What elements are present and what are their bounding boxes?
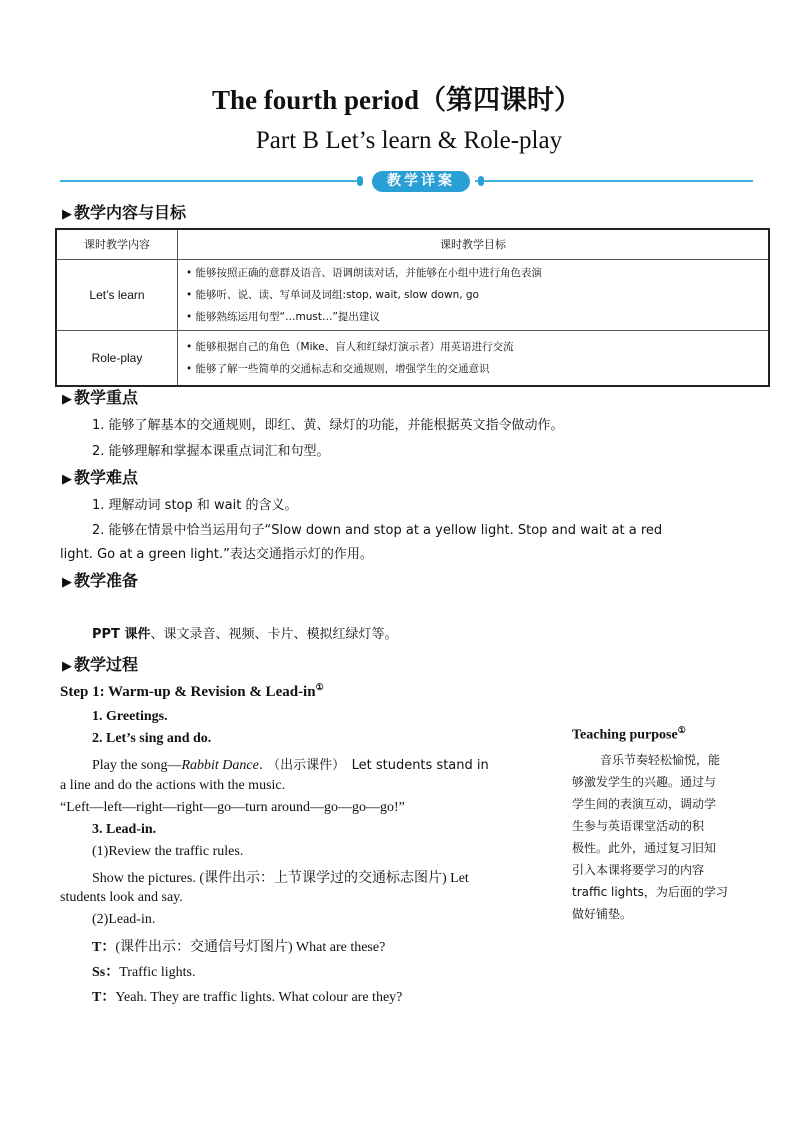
table-header-row [56, 229, 769, 259]
row-content: Let’s learn [56, 259, 178, 330]
banner-right-dot [478, 176, 484, 186]
step-leadin: 3. Lead-in. [92, 822, 157, 837]
page-subtitle: Part B Let’s learn & Role-play [255, 127, 563, 154]
triangle-icon: ▶ [62, 659, 72, 674]
section-key-points: ▶ 教学重点 [62, 388, 139, 407]
sidebar-line: 音乐节奏轻松愉悦，能 [600, 753, 721, 767]
play-line-cont: a line and do the actions with the music. [60, 778, 286, 793]
dialog-line: Ss：Traffic lights. [92, 965, 196, 980]
sidebar-line: 学生间的表演互动，调动学 [572, 797, 717, 811]
sidebar-line: 极性。此外，通过复习旧知 [572, 841, 717, 855]
objectives-table [55, 228, 770, 387]
triangle-icon: ▶ [62, 575, 72, 590]
difficulty-item-cont: light. Go at a green light.”表达交通指示灯的作用。 [60, 547, 373, 562]
difficulty-item: 2. 能够在情景中恰当运用句子“Slow down and stop at a yellow light. Stop and wait at a red [92, 523, 663, 538]
speaker: T： [92, 940, 116, 955]
review-line: (1)Review the traffic rules. [92, 844, 244, 859]
show-line: Show the pictures. (课件出示：上节课学过的交通标志图片) Let [92, 871, 469, 886]
difficulty-item: 1. 理解动词 stop 和 wait 的含义。 [92, 498, 298, 513]
play-line: Play the song—Rabbit Dance. （出示课件） Let students stand in [92, 758, 489, 773]
row-goals [178, 259, 770, 330]
row-content: Role-play [56, 330, 178, 386]
sidebar-title: Teaching purpose① [572, 725, 686, 743]
preparation-bold: PPT 课件 [92, 627, 151, 642]
section-preparation: ▶ 教学准备 [62, 571, 139, 590]
goal-item: • 能够根据自己的角色（Mike、盲人和红绿灯演示者）用英语进行交流 [186, 340, 514, 353]
goal-item: • 能够熟练运用句型“…must…”提出建议 [186, 310, 380, 323]
leadin2-line: (2)Lead-in. [92, 912, 156, 927]
dialog-line: T：(课件出示：交通信号灯图片) What are these? [92, 940, 386, 955]
table-row [56, 259, 769, 330]
sidebar-text [572, 749, 742, 925]
table-header-goals: 课时教学目标 [178, 229, 770, 259]
sidebar-line: 引入本课将要学习的内容 [572, 863, 705, 877]
preparation-text [92, 623, 397, 642]
page-title: The fourth period（第四课时） [211, 85, 581, 115]
sidebar-line: traffic lights，为后面的学习 [572, 885, 728, 899]
chant-line: “Left—left—right—right—go—turn around—go—go—go!” [60, 800, 405, 815]
section-objectives: ▶ 教学内容与目标 [62, 203, 187, 222]
table-row [56, 330, 769, 386]
section-difficulties: ▶ 教学难点 [62, 468, 139, 487]
step-sing: 2. Let’s sing and do. [92, 731, 212, 746]
key-point-item: 2. 能够理解和掌握本课重点词汇和句型。 [92, 444, 330, 459]
goal-item: • 能够按照正确的意群及语音、语调朗读对话，并能够在小组中进行角色表演 [186, 266, 543, 279]
goal-item: • 能够听、说、读、写单词及词组:stop, wait, slow down, go [186, 288, 479, 301]
step-greetings: 1. Greetings. [92, 709, 168, 724]
triangle-icon: ▶ [62, 472, 72, 487]
dialog-line: T：Yeah. They are traffic lights. What colour are they? [92, 990, 403, 1005]
speaker: Ss： [92, 965, 120, 980]
preparation-rest: 、课文录音、视频、卡片、模拟红绿灯等。 [150, 627, 398, 642]
step1-title: Step 1: Warm-up & Revision & Lead-in① [60, 682, 324, 700]
goal-item: • 能够了解一些简单的交通标志和交通规则，增强学生的交通意识 [186, 362, 490, 375]
triangle-icon: ▶ [62, 207, 72, 222]
song-title: Rabbit Dance [181, 758, 259, 773]
key-point-item: 1. 能够了解基本的交通规则，即红、黄、绿灯的功能，并能根据英文指令做动作。 [92, 418, 564, 433]
sidebar-line: 生参与英语课堂活动的积 [572, 819, 705, 833]
footnote-mark: ① [315, 682, 324, 692]
footnote-mark: ① [677, 725, 686, 735]
row-goals [178, 330, 770, 386]
speaker: T： [92, 990, 116, 1005]
banner-label: 教学详案 [372, 171, 470, 192]
sidebar-line: 够激发学生的兴趣。通过与 [572, 775, 717, 789]
show-line-cont: students look and say. [60, 890, 183, 905]
table-header-content: 课时教学内容 [56, 229, 178, 259]
banner-left-dot [357, 176, 363, 186]
sidebar-line: 做好铺垫。 [572, 907, 633, 921]
section-process: ▶ 教学过程 [62, 655, 139, 674]
triangle-icon: ▶ [62, 392, 72, 407]
